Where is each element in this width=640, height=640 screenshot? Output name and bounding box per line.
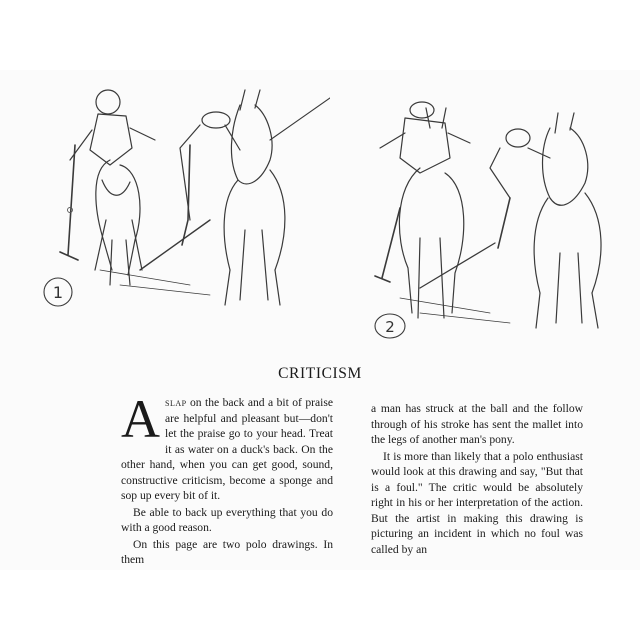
drop-cap: A	[121, 389, 160, 449]
sketch-number-label: 1	[52, 283, 64, 302]
text-column-right	[371, 401, 583, 558]
polo-sketch-two	[360, 88, 635, 343]
paragraph: Be able to back up everything that you do with a good reason.	[121, 505, 333, 534]
paragraph: It is more than likely that a polo enthusiast would look at this drawing and say, "But that is a foul." The critic would be absolutely right in his or her interpretation of the action. But the artist in making this drawing is picturing an incident in which no foul was called by an	[371, 449, 583, 556]
rider-head-sketch	[96, 90, 120, 114]
page-heading: CRITICISM	[278, 365, 362, 382]
paragraph: On this page are two polo drawings. In them	[121, 537, 333, 566]
lead-in-smallcaps: slap	[165, 396, 187, 409]
sketch-number-label: 2	[385, 318, 395, 336]
paragraph: a man has struck at the ball and the follow through of his stroke has sent the mallet into the legs of another man's pony.	[371, 402, 583, 446]
paragraph	[121, 389, 333, 504]
text-column-left	[121, 389, 333, 569]
polo-sketch-one	[40, 70, 330, 315]
paragraph-text: on the back and a bit of praise are helpful and pleasant but—don't let the praise go to your head. Treat it as water on a duck's back. On the other hand, when you can get good, sound, constructive criticism, become a sponge and sop up every bit of it.	[121, 396, 333, 502]
